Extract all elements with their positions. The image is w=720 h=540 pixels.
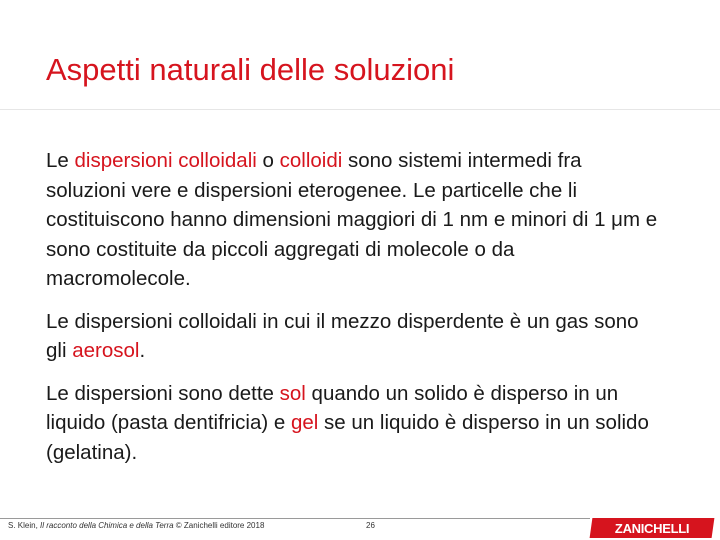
highlight-term: dispersioni colloidali	[74, 149, 257, 172]
text-run: quando un solido è disperso in un liquido (pasta dentifricia) e	[46, 381, 619, 434]
text-run: Le dispersioni sono dette	[46, 381, 280, 405]
highlight-term: sol	[279, 381, 306, 405]
highlight-term: colloidi	[279, 149, 343, 172]
text-run: o	[256, 149, 280, 172]
highlight-term: aerosol	[72, 339, 140, 362]
slide-title: Aspetti naturali delle soluzioni	[46, 52, 455, 87]
publisher-logo	[590, 518, 715, 538]
text-run: Le dispersioni colloidali in cui il mezzo disperdente è un gas sono gli	[46, 309, 639, 362]
title-divider	[0, 109, 720, 110]
text-run: se un liquido è disperso in un solido (gelatina).	[46, 411, 649, 464]
footer-divider	[0, 518, 590, 519]
paragraph-sol-gel	[46, 379, 661, 468]
text-run: .	[139, 339, 146, 362]
footer-credit	[8, 521, 264, 530]
footer-book-title: Il racconto della Chimica e della Terra	[40, 521, 174, 530]
text-run: sono sistemi intermedi fra soluzioni vere e dispersioni eterogenee. Le particelle che li costituiscono hanno dimensioni maggiori di 1 nm e minori di 1 μm e sono costituite da piccoli aggregati di molecole o da macromolecole.	[46, 149, 658, 290]
slide-body	[46, 146, 661, 480]
paragraph-aerosol	[46, 307, 661, 366]
logo-text: ZANICHELLI	[614, 520, 690, 536]
paragraph-colloids	[46, 146, 661, 294]
highlight-term: gel	[291, 411, 319, 434]
page-number: 26	[366, 521, 375, 530]
text-run: Le	[46, 149, 75, 172]
footer-author: S. Klein,	[8, 521, 41, 530]
footer-publisher: © Zanichelli editore 2018	[173, 521, 265, 530]
